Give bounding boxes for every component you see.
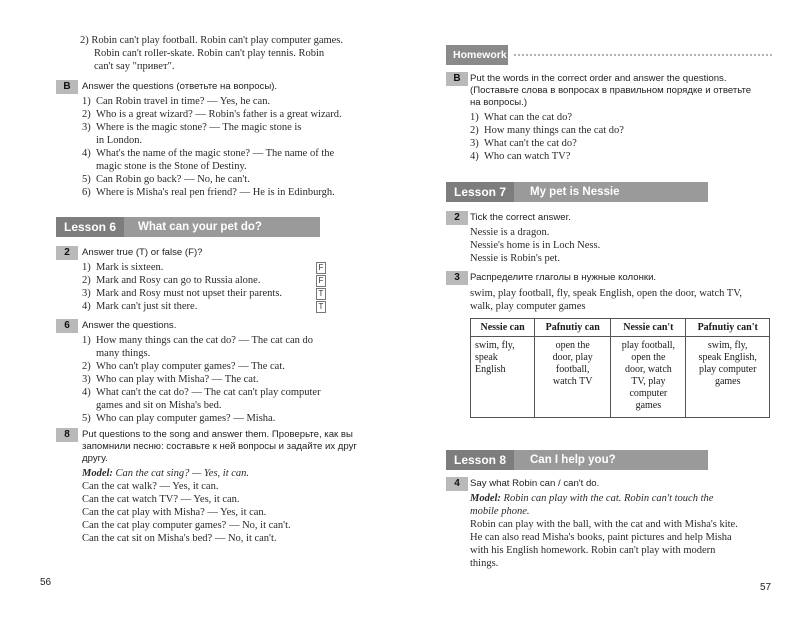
lesson-title: What can your pet do? <box>138 221 262 233</box>
lesson-7-header <box>446 182 708 202</box>
table-cell: open the door, play football, watch TV <box>535 337 611 418</box>
verb-table <box>470 318 770 418</box>
lesson-6-header <box>56 217 320 237</box>
exercise-badge: 8 <box>56 428 78 442</box>
column-header: Pafnutiy can't <box>686 319 770 337</box>
intro-answer <box>80 34 400 73</box>
lesson-number: Lesson 7 <box>446 182 514 202</box>
text-line: Robin can play with the ball, with the cat and with Misha's kite. <box>470 519 738 530</box>
list-item: 5) Who can play computer games? — Misha. <box>82 413 276 424</box>
statement-list <box>470 226 770 265</box>
exercise-instruction: Answer the questions. <box>82 320 177 331</box>
model-line: mobile phone. <box>470 506 530 517</box>
lesson-title: My pet is Nessie <box>530 186 620 198</box>
list-item: 1) How many things can the cat do? — The cat can do <box>82 335 314 346</box>
exercise-instruction: Answer the questions (ответьте на вопросы). <box>82 81 278 92</box>
list-item-cont: in London. <box>96 135 143 146</box>
intro-line: Robin can't roller-skate. Robin can't play tennis. Robin <box>94 48 325 59</box>
list-item: 2) Who can't play computer games? — The cat. <box>82 361 285 372</box>
list-item: 4) What can't the cat do? — The cat can't play computer <box>82 387 321 398</box>
table-cell: play football, open the door, watch TV, play computer games <box>611 337 686 418</box>
page-number: 57 <box>760 582 772 593</box>
homework-label: Homework <box>453 49 507 61</box>
lesson-number: Lesson 6 <box>56 217 124 237</box>
homework-header <box>446 45 508 65</box>
list-item: 2) How many things can the cat do? <box>470 125 624 136</box>
column-header: Pafnutiy can <box>535 319 611 337</box>
answer-box: F <box>316 262 326 274</box>
column-header: Nessie can <box>471 319 535 337</box>
table-row <box>471 337 770 418</box>
model-text <box>470 492 780 570</box>
lesson-8-header <box>446 450 708 470</box>
exercise-badge: 2 <box>56 246 78 260</box>
list-item: Nessie is Robin's pet. <box>470 253 560 264</box>
table-header-row <box>471 319 770 337</box>
column-header: Nessie can't <box>611 319 686 337</box>
exercise-badge: 2 <box>446 211 468 225</box>
list-item: 1) Mark is sixteen. <box>82 262 164 273</box>
lesson-title: Can I help you? <box>530 454 616 466</box>
list-item: 3) What can't the cat do? <box>470 138 577 149</box>
intro-line: can't say "привет". <box>94 61 175 72</box>
exercise-instruction: Распределите глаголы в нужные колонки. <box>470 272 657 283</box>
list-item: Can the cat sit on Misha's bed? — No, it can't. <box>82 533 277 544</box>
list-item: 3) Where is the magic stone? — The magic stone is <box>82 122 302 133</box>
list-item-cont: magic stone is the Stone of Destiny. <box>96 161 247 172</box>
true-false-list <box>82 261 382 313</box>
list-item: Can the cat walk? — Yes, it can. <box>82 481 219 492</box>
list-item: 5) Can Robin go back? — No, he can't. <box>82 174 250 185</box>
exercise-badge: B <box>56 80 78 94</box>
model-line: Model: Can the cat sing? — Yes, it can. <box>82 468 250 479</box>
exercise-instruction: Tick the correct answer. <box>470 212 571 223</box>
verb-list: swim, play football, fly, speak English, open the door, watch TV, walk, play computer games <box>470 288 743 312</box>
list-item: 4) Mark can't just sit there. <box>82 301 198 312</box>
list-item: 2) Who is a great wizard? — Robin's father is a great wizard. <box>82 109 342 120</box>
answer-box: F <box>316 275 326 287</box>
lesson-number: Lesson 8 <box>446 450 514 470</box>
model-line: Model: Robin can play with the cat. Robin can't touch the <box>470 493 714 504</box>
exercise-instruction: Put the words in the correct order and answer the questions. (Поставьте слова в вопросах в правильном порядке и ответьте на вопросы.) <box>470 73 752 108</box>
page-number: 56 <box>40 577 52 588</box>
list-item: 4) What's the name of the magic stone? — The name of the <box>82 148 335 159</box>
text-line: things. <box>470 558 499 569</box>
text-line: He can also read Misha's books, paint pictures and help Misha <box>470 532 732 543</box>
answer-list <box>82 95 402 199</box>
model-answers <box>82 467 402 545</box>
list-item: 1) What can the cat do? <box>470 112 573 123</box>
list-item: Can the cat watch TV? — Yes, it can. <box>82 494 240 505</box>
exercise-badge: 6 <box>56 319 78 333</box>
list-item: 3) Mark and Rosy must not upset their parents. <box>82 288 283 299</box>
list-item-cont: many things. <box>96 348 151 359</box>
list-item: Nessie's home is in Loch Ness. <box>470 240 601 251</box>
list-item: 6) Where is Misha's real pen friend? — He is in Edinburgh. <box>82 187 335 198</box>
list-item: Can the cat play computer games? — No, it can't. <box>82 520 291 531</box>
text-line: with his English homework. Robin can't play with modern <box>470 545 716 556</box>
exercise-badge: 4 <box>446 477 468 491</box>
answer-box: T <box>316 301 326 313</box>
list-item: Nessie is a dragon. <box>470 227 550 238</box>
list-item-cont: games and sit on Misha's bed. <box>96 400 222 411</box>
exercise-badge: B <box>446 72 468 86</box>
intro-line: 2) Robin can't play football. Robin can't play computer games. <box>80 35 344 46</box>
list-item: 2) Mark and Rosy can go to Russia alone. <box>82 275 261 286</box>
dotted-rule <box>514 54 772 58</box>
exercise-instruction: Put questions to the song and answer them. Проверьте, как вы запомнили песню: составьте к ней вопросы и задайте их друг другу. <box>82 429 357 464</box>
exercise-instruction: Answer true (T) or false (F)? <box>82 247 203 258</box>
answer-list <box>82 334 402 425</box>
exercise-badge: 3 <box>446 271 468 285</box>
list-item: 3) Who can play with Misha? — The cat. <box>82 374 259 385</box>
table-cell: swim, fly, speak English, play computer games <box>686 337 770 418</box>
table-cell: swim, fly, speak English <box>471 337 535 418</box>
list-item: 4) Who can watch TV? <box>470 151 571 162</box>
answer-box: T <box>316 288 326 300</box>
list-item: 1) Can Robin travel in time? — Yes, he can. <box>82 96 271 107</box>
exercise-instruction: Say what Robin can / can't do. <box>470 478 600 489</box>
question-list <box>470 111 770 163</box>
list-item: Can the cat play with Misha? — Yes, it can. <box>82 507 267 518</box>
